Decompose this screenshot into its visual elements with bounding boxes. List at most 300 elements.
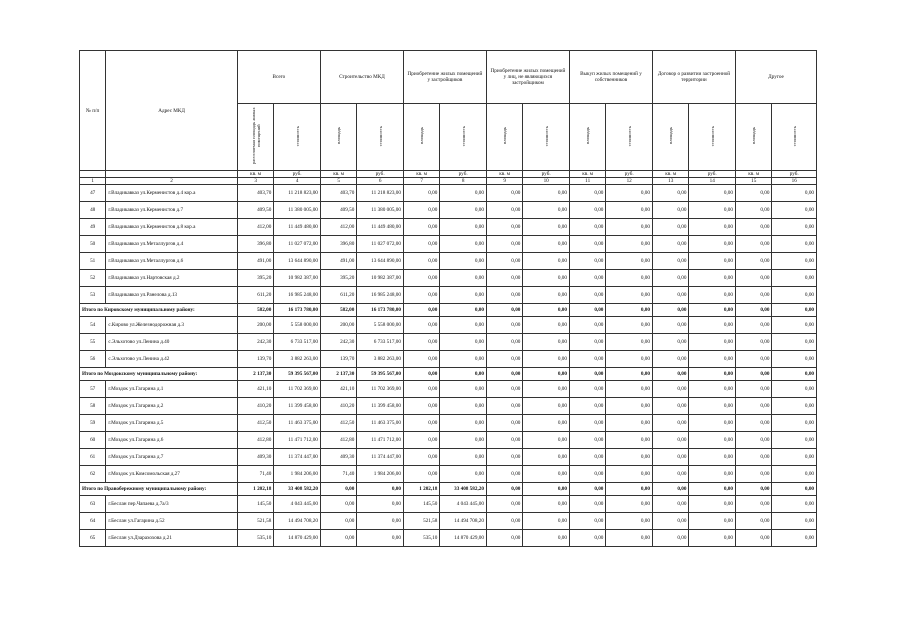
row-number: 48 [80, 202, 106, 219]
area-cell: 0,00 [403, 432, 439, 449]
cost-cell: 0,00 [689, 287, 736, 304]
area-cell: 412,00 [237, 219, 273, 236]
area-cell: 0,00 [569, 381, 605, 398]
cost-cell: 0,00 [772, 304, 817, 317]
column-number-cell: 1 [80, 178, 106, 185]
area-cell: 0,00 [569, 317, 605, 334]
cost-cell: 0,00 [357, 530, 404, 547]
area-cell: 396,80 [237, 236, 273, 253]
cost-cell: 0,00 [772, 432, 817, 449]
area-cell: 0,00 [652, 415, 688, 432]
cost-cell: 0,00 [606, 496, 653, 513]
area-cell: 0,00 [652, 483, 688, 496]
area-cell: 0,00 [486, 185, 522, 202]
cost-cell: 11 449 480,00 [274, 219, 321, 236]
cost-cell: 0,00 [772, 270, 817, 287]
row-number: 60 [80, 432, 106, 449]
cost-cell: 0,00 [523, 317, 570, 334]
table-row [80, 496, 817, 513]
table-row [80, 236, 817, 253]
cost-cell: 6 733 517,00 [274, 334, 321, 351]
cost-cell: 59 395 567,00 [274, 368, 321, 381]
header-group-total: Всего [237, 51, 320, 104]
area-cell: 200,00 [320, 317, 356, 334]
unit-cell: руб. [357, 171, 404, 178]
table-row [80, 449, 817, 466]
cost-cell: 0,00 [440, 334, 487, 351]
cost-cell: 0,00 [523, 185, 570, 202]
table-row [80, 415, 817, 432]
row-number: 65 [80, 530, 106, 547]
area-cell: 0,00 [735, 202, 771, 219]
cost-cell: 59 395 567,00 [357, 368, 404, 381]
area-cell: 0,00 [486, 287, 522, 304]
area-cell: 491,00 [237, 253, 273, 270]
row-number: 52 [80, 270, 106, 287]
cost-cell: 0,00 [772, 483, 817, 496]
area-cell: 242,30 [320, 334, 356, 351]
cost-cell: 0,00 [689, 351, 736, 368]
area-cell: 0,00 [569, 513, 605, 530]
row-address: с.Кирово ул.Железнодорожная д.3 [106, 317, 238, 334]
cost-cell: 0,00 [523, 483, 570, 496]
unit-cell [106, 171, 238, 178]
cost-cell: 0,00 [689, 530, 736, 547]
area-cell: 521,58 [237, 513, 273, 530]
header-group-developers: Приобретение жилых помещений у застройщиков [403, 51, 486, 104]
cost-cell: 0,00 [772, 334, 817, 351]
cost-cell: 0,00 [689, 270, 736, 287]
table-row [80, 398, 817, 415]
cost-cell: 0,00 [772, 449, 817, 466]
area-cell: 521,58 [403, 513, 439, 530]
unit-cell: руб. [274, 171, 321, 178]
area-cell: 0,00 [569, 449, 605, 466]
cost-cell: 0,00 [606, 253, 653, 270]
header-sub-cost: стоимость [523, 104, 570, 171]
cost-cell: 4 043 445,00 [440, 496, 487, 513]
header-sub-area: расселяемая площадь жилых помещений [237, 104, 273, 171]
cost-cell: 0,00 [440, 449, 487, 466]
area-cell: 0,00 [652, 253, 688, 270]
area-cell: 0,00 [652, 270, 688, 287]
cost-cell: 0,00 [772, 219, 817, 236]
cost-cell: 0,00 [689, 432, 736, 449]
unit-cell: руб. [440, 171, 487, 178]
area-cell: 71,40 [237, 466, 273, 483]
area-cell: 0,00 [320, 530, 356, 547]
area-cell: 0,00 [403, 236, 439, 253]
area-cell: 0,00 [652, 513, 688, 530]
column-number-cell: 9 [486, 178, 522, 185]
cost-cell: 0,00 [440, 466, 487, 483]
area-cell: 0,00 [735, 304, 771, 317]
area-cell: 491,00 [320, 253, 356, 270]
area-cell: 412,80 [237, 432, 273, 449]
cost-cell: 13 644 890,00 [274, 253, 321, 270]
table-row [80, 530, 817, 547]
area-cell: 0,00 [735, 513, 771, 530]
area-cell: 0,00 [486, 466, 522, 483]
cost-cell: 0,00 [357, 496, 404, 513]
area-cell: 0,00 [652, 432, 688, 449]
area-cell: 0,00 [403, 381, 439, 398]
area-cell: 0,00 [735, 415, 771, 432]
area-cell: 0,00 [403, 466, 439, 483]
area-cell: 0,00 [569, 483, 605, 496]
cost-cell: 0,00 [357, 513, 404, 530]
area-cell: 139,70 [237, 351, 273, 368]
cost-cell: 0,00 [689, 415, 736, 432]
area-cell: 0,00 [569, 202, 605, 219]
area-cell: 0,00 [735, 236, 771, 253]
column-number-cell: 15 [735, 178, 771, 185]
cost-cell: 0,00 [523, 351, 570, 368]
cost-cell: 0,00 [523, 368, 570, 381]
row-number: 63 [80, 496, 106, 513]
area-cell: 0,00 [735, 253, 771, 270]
cost-cell: 0,00 [523, 219, 570, 236]
area-cell: 0,00 [569, 185, 605, 202]
row-number: 61 [80, 449, 106, 466]
cost-cell: 0,00 [440, 253, 487, 270]
cost-cell: 0,00 [689, 381, 736, 398]
cost-cell: 0,00 [689, 334, 736, 351]
area-cell: 0,00 [320, 496, 356, 513]
column-number-cell: 8 [440, 178, 487, 185]
area-cell: 71,40 [320, 466, 356, 483]
cost-cell: 14 494 708,20 [274, 513, 321, 530]
area-cell: 0,00 [403, 202, 439, 219]
cost-cell: 0,00 [523, 304, 570, 317]
area-cell: 2 137,30 [237, 368, 273, 381]
cost-cell: 0,00 [606, 415, 653, 432]
area-cell: 0,00 [486, 202, 522, 219]
cost-cell: 0,00 [606, 185, 653, 202]
table-row [80, 185, 817, 202]
area-cell: 611,20 [320, 287, 356, 304]
cost-cell: 0,00 [772, 236, 817, 253]
area-cell: 0,00 [735, 449, 771, 466]
area-cell: 2 137,30 [320, 368, 356, 381]
cost-cell: 11 702 369,00 [274, 381, 321, 398]
cost-cell: 5 558 000,00 [357, 317, 404, 334]
cost-cell: 0,00 [772, 287, 817, 304]
cost-cell: 0,00 [689, 513, 736, 530]
area-cell: 0,00 [569, 287, 605, 304]
area-cell: 0,00 [652, 530, 688, 547]
area-cell: 0,00 [486, 368, 522, 381]
row-address: г.Владикавказ ул.Ранелова д.13 [106, 287, 238, 304]
cost-cell: 0,00 [523, 466, 570, 483]
area-cell: 0,00 [486, 219, 522, 236]
header-sub-area: площадь [735, 104, 771, 171]
header-sub-cost: стоимость [357, 104, 404, 171]
area-cell: 395,20 [320, 270, 356, 287]
table-row [80, 287, 817, 304]
subtotal-row [80, 368, 817, 381]
header-sub-cost: стоимость [274, 104, 321, 171]
area-cell: 0,00 [486, 334, 522, 351]
header-group-buyout: Выкуп жилых помещений у собственников [569, 51, 652, 104]
area-cell: 0,00 [569, 368, 605, 381]
cost-cell: 0,00 [772, 253, 817, 270]
area-cell: 0,00 [652, 236, 688, 253]
cost-cell: 14 494 708,20 [440, 513, 487, 530]
cost-cell: 0,00 [689, 185, 736, 202]
area-cell: 412,80 [320, 432, 356, 449]
area-cell: 200,00 [237, 317, 273, 334]
cost-cell: 0,00 [689, 368, 736, 381]
cost-cell: 0,00 [772, 351, 817, 368]
area-cell: 0,00 [652, 466, 688, 483]
area-cell: 0,00 [652, 287, 688, 304]
unit-cell: руб. [523, 171, 570, 178]
cost-cell: 0,00 [523, 270, 570, 287]
area-cell: 0,00 [403, 449, 439, 466]
area-cell: 0,00 [735, 219, 771, 236]
cost-cell: 0,00 [772, 398, 817, 415]
header-units-row [80, 171, 817, 178]
area-cell: 0,00 [403, 334, 439, 351]
cost-cell: 11 463 375,00 [357, 415, 404, 432]
area-cell: 0,00 [486, 236, 522, 253]
area-cell: 0,00 [569, 466, 605, 483]
area-cell: 0,00 [486, 483, 522, 496]
row-address: г.Владикавказ ул.Металлургов д.4 [106, 236, 238, 253]
cost-cell: 3 882 263,00 [274, 351, 321, 368]
header-column-numbers-row [80, 178, 817, 185]
cost-cell: 0,00 [689, 449, 736, 466]
unit-cell: кв. м [320, 171, 356, 178]
table-row [80, 219, 817, 236]
cost-cell: 0,00 [772, 530, 817, 547]
cost-cell: 0,00 [523, 415, 570, 432]
area-cell: 0,00 [486, 415, 522, 432]
table-row [80, 334, 817, 351]
area-cell: 0,00 [403, 219, 439, 236]
area-cell: 139,70 [320, 351, 356, 368]
unit-cell: руб. [689, 171, 736, 178]
area-cell: 0,00 [652, 202, 688, 219]
cost-cell: 0,00 [523, 381, 570, 398]
cost-cell: 0,00 [440, 432, 487, 449]
cost-cell: 0,00 [689, 466, 736, 483]
cost-cell: 11 380 005,00 [274, 202, 321, 219]
cost-cell: 1 984 206,00 [274, 466, 321, 483]
cost-cell: 0,00 [606, 530, 653, 547]
cost-cell: 0,00 [523, 513, 570, 530]
cost-cell: 11 027 072,00 [357, 236, 404, 253]
row-number: 49 [80, 219, 106, 236]
cost-cell: 0,00 [689, 236, 736, 253]
unit-cell: кв. м [486, 171, 522, 178]
row-number: 50 [80, 236, 106, 253]
header-sub-area: площадь [320, 104, 356, 171]
cost-cell: 0,00 [440, 304, 487, 317]
cost-cell: 0,00 [606, 270, 653, 287]
row-address: г.Беслан ул.Гагарина д.52 [106, 513, 238, 530]
cost-cell: 0,00 [357, 483, 404, 496]
area-cell: 1 202,18 [403, 483, 439, 496]
cost-cell: 11 471 712,00 [357, 432, 404, 449]
cost-cell: 14 870 429,00 [274, 530, 321, 547]
unit-cell: кв. м [735, 171, 771, 178]
cost-cell: 11 218 823,00 [357, 185, 404, 202]
cost-cell: 0,00 [606, 513, 653, 530]
unit-cell: руб. [772, 171, 817, 178]
cost-cell: 11 399 458,00 [357, 398, 404, 415]
row-address: с.Эльхотово ул.Ленина д.42 [106, 351, 238, 368]
area-cell: 145,50 [403, 496, 439, 513]
area-cell: 0,00 [652, 496, 688, 513]
area-cell: 582,00 [237, 304, 273, 317]
area-cell: 0,00 [735, 398, 771, 415]
cost-cell: 0,00 [523, 253, 570, 270]
cost-cell: 0,00 [689, 219, 736, 236]
area-cell: 0,00 [569, 530, 605, 547]
area-cell: 0,00 [569, 219, 605, 236]
table-row [80, 381, 817, 398]
cost-cell: 0,00 [606, 368, 653, 381]
cost-cell: 0,00 [440, 202, 487, 219]
area-cell: 0,00 [652, 381, 688, 398]
cost-cell: 0,00 [440, 287, 487, 304]
area-cell: 409,50 [237, 202, 273, 219]
row-address: г.Моздок ул.Гагарина д.6 [106, 432, 238, 449]
header-sub-area: площадь [403, 104, 439, 171]
table-row [80, 270, 817, 287]
area-cell: 409,30 [237, 449, 273, 466]
cost-cell: 11 449 480,00 [357, 219, 404, 236]
area-cell: 0,00 [486, 496, 522, 513]
row-address: г.Владикавказ ул.Керменистов д.4 кор.а [106, 185, 238, 202]
cost-cell: 0,00 [523, 334, 570, 351]
cost-cell: 5 558 000,00 [274, 317, 321, 334]
area-cell: 0,00 [652, 351, 688, 368]
area-cell: 403,70 [237, 185, 273, 202]
header-sub-cost: стоимость [772, 104, 817, 171]
cost-cell: 0,00 [440, 236, 487, 253]
cost-cell: 0,00 [772, 513, 817, 530]
cost-cell: 0,00 [606, 483, 653, 496]
area-cell: 0,00 [403, 351, 439, 368]
header-sub-area: площадь [486, 104, 522, 171]
cost-cell: 0,00 [606, 381, 653, 398]
row-number: 59 [80, 415, 106, 432]
column-number-cell: 12 [606, 178, 653, 185]
row-number: 53 [80, 287, 106, 304]
cost-cell: 0,00 [523, 449, 570, 466]
header-address: Адрес МКД [106, 51, 238, 171]
column-number-cell: 10 [523, 178, 570, 185]
area-cell: 0,00 [569, 415, 605, 432]
cost-cell: 0,00 [772, 317, 817, 334]
cost-cell: 0,00 [606, 236, 653, 253]
cost-cell: 0,00 [689, 202, 736, 219]
row-address: г.Моздок ул.Гагарина д.2 [106, 398, 238, 415]
cost-cell: 11 463 375,00 [274, 415, 321, 432]
area-cell: 395,20 [237, 270, 273, 287]
area-cell: 0,00 [403, 185, 439, 202]
cost-cell: 11 374 447,00 [357, 449, 404, 466]
area-cell: 0,00 [735, 185, 771, 202]
row-number: 62 [80, 466, 106, 483]
cost-cell: 0,00 [606, 334, 653, 351]
row-address: г.Беслан пер.Чапаева д.7а/3 [106, 496, 238, 513]
area-cell: 0,00 [652, 398, 688, 415]
cost-cell: 0,00 [440, 381, 487, 398]
table-body [80, 51, 817, 547]
cost-cell: 0,00 [440, 351, 487, 368]
column-number-cell: 4 [274, 178, 321, 185]
area-cell: 0,00 [403, 287, 439, 304]
table-row [80, 432, 817, 449]
cost-cell: 10 982 387,00 [274, 270, 321, 287]
cost-cell: 0,00 [772, 381, 817, 398]
table-row [80, 202, 817, 219]
cost-cell: 4 043 445,00 [274, 496, 321, 513]
row-number: 55 [80, 334, 106, 351]
area-cell: 0,00 [403, 304, 439, 317]
area-cell: 0,00 [652, 368, 688, 381]
cost-cell: 16 173 780,00 [274, 304, 321, 317]
cost-cell: 6 733 517,00 [357, 334, 404, 351]
cost-cell: 11 399 458,00 [274, 398, 321, 415]
cost-cell: 11 218 823,00 [274, 185, 321, 202]
area-cell: 0,00 [735, 483, 771, 496]
area-cell: 0,00 [403, 270, 439, 287]
cost-cell: 0,00 [606, 202, 653, 219]
row-number: 57 [80, 381, 106, 398]
row-address: с.Эльхотово ул.Ленина д.40 [106, 334, 238, 351]
row-address: г.Моздок ул.Комсомольская д.27 [106, 466, 238, 483]
area-cell: 0,00 [569, 304, 605, 317]
cost-cell: 16 985 248,00 [274, 287, 321, 304]
area-cell: 0,00 [735, 432, 771, 449]
header-group-other: Другое [735, 51, 816, 104]
table-row [80, 351, 817, 368]
column-number-cell: 7 [403, 178, 439, 185]
cost-cell: 11 702 369,00 [357, 381, 404, 398]
area-cell: 0,00 [486, 530, 522, 547]
area-cell: 412,50 [237, 415, 273, 432]
area-cell: 0,00 [569, 351, 605, 368]
cost-cell: 0,00 [606, 287, 653, 304]
row-address: г.Владикавказ ул.Нартовская д.2 [106, 270, 238, 287]
cost-cell: 0,00 [440, 219, 487, 236]
area-cell: 0,00 [320, 513, 356, 530]
cost-cell: 0,00 [606, 466, 653, 483]
row-address: г.Беслан ул.Дзарахохова д.21 [106, 530, 238, 547]
header-sub-cost: стоимость [440, 104, 487, 171]
cost-cell: 0,00 [772, 368, 817, 381]
cost-cell: 0,00 [606, 317, 653, 334]
area-cell: 0,00 [320, 483, 356, 496]
header-row-groups [80, 51, 817, 104]
header-sub-area: площадь [652, 104, 688, 171]
row-number: 64 [80, 513, 106, 530]
cost-cell: 11 471 712,00 [274, 432, 321, 449]
table-row [80, 317, 817, 334]
row-number: 51 [80, 253, 106, 270]
cost-cell: 0,00 [523, 432, 570, 449]
cost-cell: 0,00 [440, 415, 487, 432]
cost-cell: 0,00 [606, 398, 653, 415]
cost-cell: 0,00 [523, 496, 570, 513]
row-number: 54 [80, 317, 106, 334]
area-cell: 0,00 [652, 219, 688, 236]
